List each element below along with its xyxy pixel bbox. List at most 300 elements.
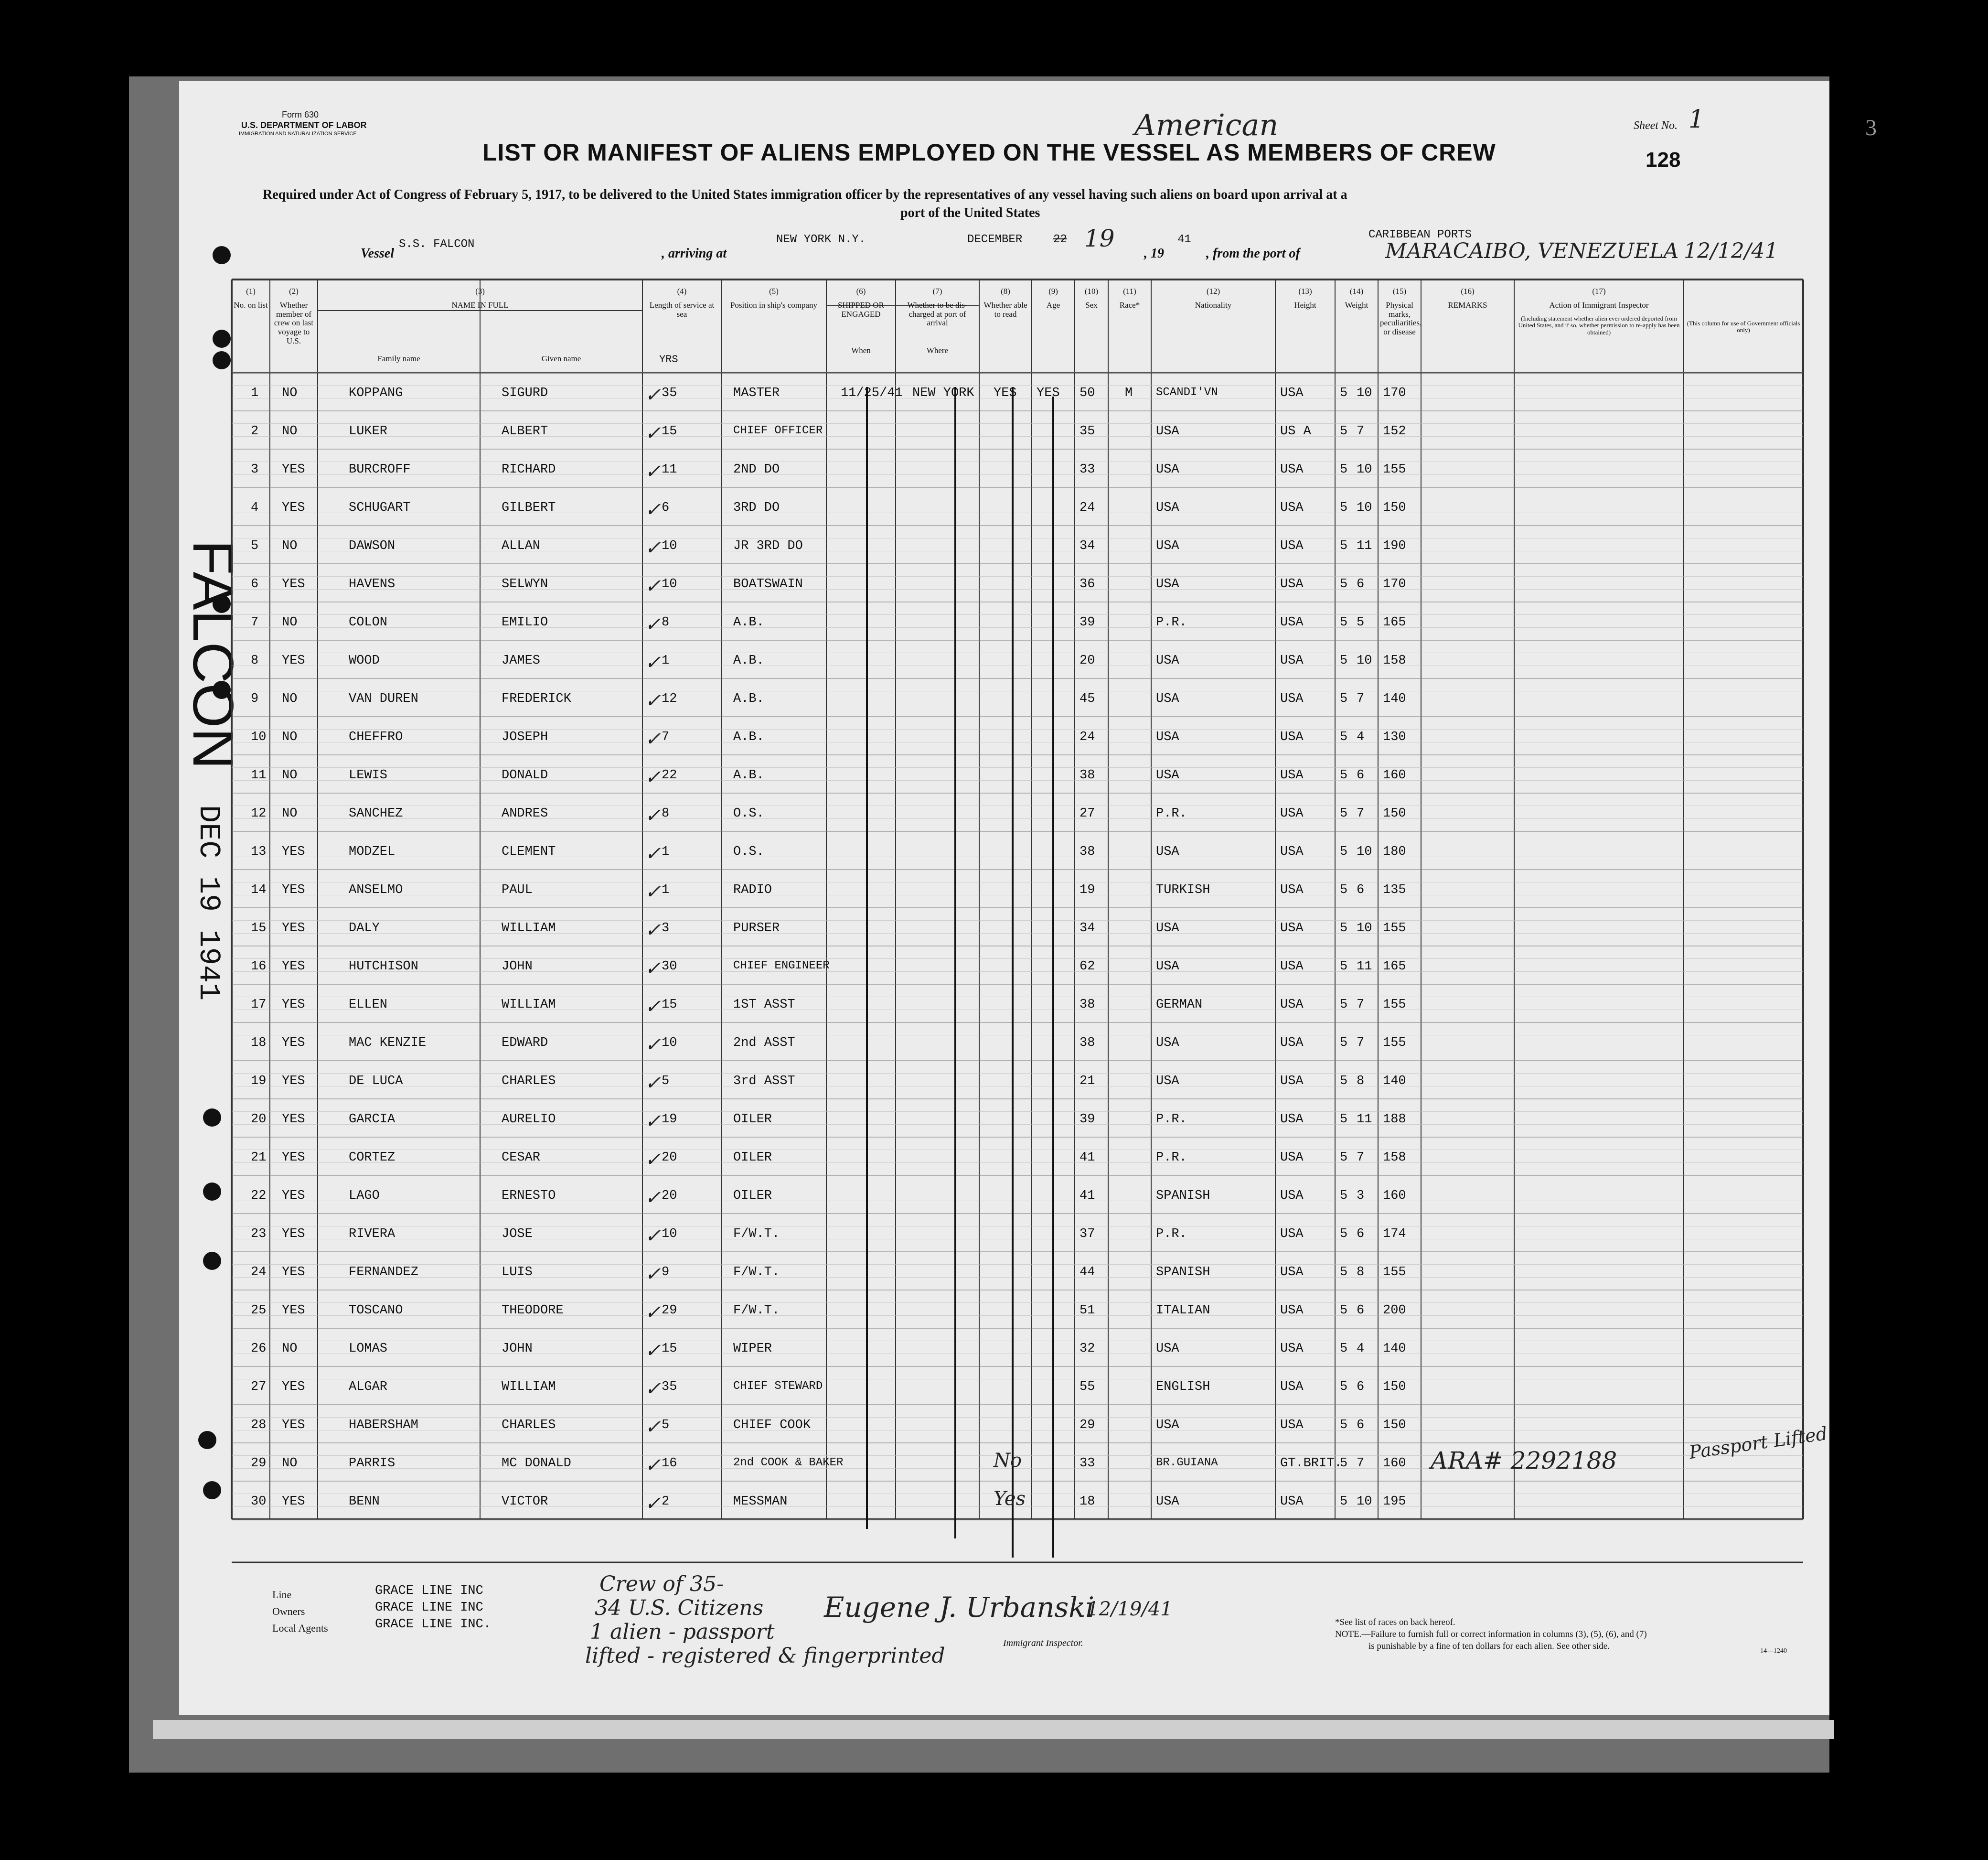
family-name-cell: HABERSHAM — [349, 1418, 418, 1432]
race-cell: USA — [1156, 921, 1179, 935]
weight-cell: 140 — [1383, 1342, 1406, 1356]
last-voyage-cell: YES — [282, 921, 305, 935]
height-inches-cell: 6 — [1357, 577, 1365, 591]
last-voyage-cell: NO — [282, 424, 298, 439]
service-years-cell: 2 — [662, 1494, 670, 1509]
nationality-cell: USA — [1280, 998, 1304, 1012]
height-inches-cell: 11 — [1357, 959, 1372, 974]
height-feet-cell: 5 — [1340, 806, 1348, 821]
last-voyage-cell: YES — [282, 501, 305, 515]
check-mark-icon: ✓ — [645, 881, 661, 903]
handwritten-date: 12/12/41 — [1684, 239, 1778, 263]
position-cell: F/W.T. — [733, 1303, 780, 1318]
height-feet-cell: 5 — [1340, 1380, 1348, 1394]
height-feet-cell: 5 — [1340, 921, 1348, 935]
owners-value: GRACE LINE INC — [375, 1601, 483, 1615]
owners-label: Owners — [272, 1605, 305, 1617]
age-cell: 45 — [1080, 692, 1095, 706]
weight-cell: 165 — [1383, 615, 1406, 630]
weight-cell: 160 — [1383, 768, 1406, 783]
nationality-cell: USA — [1280, 730, 1304, 744]
height-inches-cell: 4 — [1357, 730, 1365, 744]
row-number: 19 — [251, 1074, 267, 1088]
crew-note-1: Crew of 35- — [599, 1572, 724, 1596]
height-feet-cell: 5 — [1340, 1418, 1348, 1432]
discharge-cell: Yes — [994, 1488, 1026, 1510]
position-cell: A.B. — [733, 654, 764, 668]
position-cell: CHIEF OFFICER — [733, 424, 823, 437]
weight-cell: 195 — [1383, 1494, 1406, 1509]
family-name-cell: LEWIS — [349, 768, 388, 783]
race-cell: SCANDI'VN — [1156, 386, 1218, 399]
height-inches-cell: 7 — [1357, 424, 1365, 439]
family-name-cell: MAC KENZIE — [349, 1036, 427, 1050]
vessel-name: S.S. FALCON — [399, 238, 475, 251]
height-inches-cell: 4 — [1357, 1342, 1365, 1356]
row-number: 29 — [251, 1456, 267, 1471]
last-voyage-cell: NO — [282, 806, 298, 821]
agents-value: GRACE LINE INC. — [375, 1617, 492, 1632]
sex-cell: M — [1125, 386, 1133, 400]
position-cell: OILER — [733, 1189, 772, 1203]
position-cell: 1ST ASST — [733, 998, 795, 1012]
race-cell: USA — [1156, 692, 1179, 706]
height-inches-cell: 7 — [1357, 692, 1365, 706]
height-feet-cell: 5 — [1340, 768, 1348, 783]
sheet-label: Sheet No. — [1634, 119, 1678, 132]
position-cell: CHIEF ENGINEER — [733, 959, 830, 972]
race-cell: USA — [1156, 1074, 1179, 1088]
family-name-cell: HUTCHISON — [349, 959, 418, 974]
page-title: LIST OR MANIFEST OF ALIENS EMPLOYED ON THE VESSEL AS MEMBERS OF CREW — [482, 139, 1496, 166]
given-name-cell: JOHN — [502, 959, 533, 974]
service-years-cell: 1 — [662, 654, 670, 668]
where-subheader: Where — [926, 346, 949, 355]
inspector-label: Immigrant Inspector. — [1003, 1638, 1083, 1648]
given-name-subheader: Given name — [541, 354, 581, 363]
race-cell: USA — [1156, 539, 1179, 553]
last-voyage-cell: YES — [282, 1303, 305, 1318]
height-feet-cell: 5 — [1340, 1342, 1348, 1356]
height-inches-cell: 7 — [1357, 1150, 1365, 1165]
race-cell: USA — [1156, 1342, 1179, 1356]
weight-cell: 158 — [1383, 654, 1406, 668]
height-feet-cell: 5 — [1340, 1456, 1348, 1471]
age-cell: 41 — [1080, 1150, 1095, 1165]
column-header: SHIPPED OR ENGAGED — [838, 301, 884, 319]
last-voyage-cell: YES — [282, 1265, 305, 1279]
weight-cell: 165 — [1383, 959, 1406, 974]
family-name-cell: CHEFFRO — [349, 730, 403, 744]
family-name-cell: TOSCANO — [349, 1303, 403, 1318]
weight-cell: 150 — [1383, 501, 1406, 515]
family-name-cell: RIVERA — [349, 1227, 395, 1241]
age-cell: 55 — [1080, 1380, 1095, 1394]
race-cell: ENGLISH — [1156, 1380, 1210, 1394]
given-name-cell: EDWARD — [502, 1036, 548, 1050]
family-name-cell: LOMAS — [349, 1342, 388, 1356]
height-feet-cell: 5 — [1340, 1036, 1348, 1050]
position-cell: F/W.T. — [733, 1227, 780, 1241]
service-years-cell: 3 — [662, 921, 670, 935]
service-years-cell: 1 — [662, 883, 670, 897]
position-cell: RADIO — [733, 883, 772, 897]
race-cell: USA — [1156, 959, 1179, 974]
age-cell: 19 — [1080, 883, 1095, 897]
weight-cell: 174 — [1383, 1227, 1406, 1241]
height-inches-cell: 10 — [1357, 845, 1372, 859]
vessel-label: Vessel — [361, 246, 394, 261]
height-feet-cell: 5 — [1340, 730, 1348, 744]
weight-cell: 130 — [1383, 730, 1406, 744]
service: IMMIGRATION AND NATURALIZATION SERVICE — [239, 131, 357, 137]
weight-cell: 155 — [1383, 1265, 1406, 1279]
position-cell: 2ND DO — [733, 462, 780, 477]
column-number: (1) — [246, 287, 256, 296]
from-port: CARIBBEAN PORTS — [1368, 228, 1472, 241]
last-voyage-cell: YES — [282, 462, 305, 477]
inspector-signature: Eugene J. Urbanski — [824, 1591, 1095, 1623]
height-feet-cell: 5 — [1340, 577, 1348, 591]
nationality-cell: USA — [1280, 1494, 1304, 1509]
given-name-cell: ALLAN — [502, 539, 541, 553]
check-mark-icon: ✓ — [645, 766, 661, 788]
row-number: 5 — [251, 539, 259, 553]
race-cell: USA — [1156, 462, 1179, 477]
service-years-cell: 10 — [662, 577, 677, 591]
arrival-year: 41 — [1177, 233, 1191, 246]
last-voyage-cell: YES — [282, 845, 305, 859]
height-feet-cell: 5 — [1340, 883, 1348, 897]
weight-cell: 140 — [1383, 1074, 1406, 1088]
weight-cell: 155 — [1383, 921, 1406, 935]
family-name-cell: DE LUCA — [349, 1074, 403, 1088]
department: U.S. DEPARTMENT OF LABOR — [241, 120, 367, 130]
race-cell: USA — [1156, 1494, 1179, 1509]
when-subheader: When — [851, 346, 871, 355]
given-name-cell: JOSE — [502, 1227, 533, 1241]
height-feet-cell: 5 — [1340, 539, 1348, 553]
column-header: REMARKS — [1448, 301, 1487, 310]
family-name-cell: CORTEZ — [349, 1150, 395, 1165]
check-mark-icon: ✓ — [645, 537, 661, 559]
check-mark-icon: ✓ — [645, 1301, 661, 1323]
family-name-cell: VAN DUREN — [349, 692, 418, 706]
handwritten-nationality: American — [1134, 108, 1279, 142]
manifest-page — [179, 81, 1829, 1715]
given-name-cell: GILBERT — [502, 501, 556, 515]
nationality-cell: USA — [1280, 1112, 1304, 1127]
service-years-cell: 8 — [662, 615, 670, 630]
last-voyage-cell: YES — [282, 1150, 305, 1165]
service-years-cell: 11 — [662, 462, 677, 477]
given-name-cell: VICTOR — [502, 1494, 548, 1509]
check-mark-icon: ✓ — [645, 422, 661, 444]
nationality-cell: USA — [1280, 1303, 1304, 1318]
service-years-cell: 1 — [662, 845, 670, 859]
given-name-cell: WILLIAM — [502, 998, 556, 1012]
race-cell: USA — [1156, 768, 1179, 783]
column-header: Length of service at sea — [649, 301, 715, 319]
family-name-cell: SCHUGART — [349, 501, 411, 515]
position-cell: JR 3RD DO — [733, 539, 803, 553]
position-cell: 2nd COOK & BAKER — [733, 1456, 844, 1469]
last-voyage-cell: NO — [282, 1456, 298, 1471]
weight-cell: 140 — [1383, 692, 1406, 706]
nationality-cell: USA — [1280, 1227, 1304, 1241]
service-years-cell: 20 — [662, 1150, 677, 1165]
given-name-cell: ANDRES — [502, 806, 548, 821]
age-cell: 33 — [1080, 1456, 1095, 1471]
row-number: 16 — [251, 959, 267, 974]
weight-cell: 170 — [1383, 577, 1406, 591]
family-name-cell: HAVENS — [349, 577, 395, 591]
nationality-cell: USA — [1280, 883, 1304, 897]
row-number: 10 — [251, 730, 267, 744]
age-cell: 50 — [1080, 386, 1095, 400]
service-years-cell: 19 — [662, 1112, 677, 1127]
age-cell: 24 — [1080, 730, 1095, 744]
race-cell: ITALIAN — [1156, 1303, 1210, 1318]
given-name-cell: THEODORE — [502, 1303, 564, 1318]
service-years-cell: 16 — [662, 1456, 677, 1471]
height-feet-cell: 5 — [1340, 692, 1348, 706]
given-name-cell: PAUL — [502, 883, 533, 897]
height-inches-cell: 10 — [1357, 462, 1372, 477]
check-mark-icon: ✓ — [645, 1378, 661, 1400]
discharge-cell: YES — [994, 386, 1017, 400]
height-feet-cell: 5 — [1340, 1150, 1348, 1165]
race-cell: P.R. — [1156, 806, 1187, 821]
last-voyage-cell: YES — [282, 654, 305, 668]
check-mark-icon: ✓ — [645, 843, 661, 865]
given-name-cell: ALBERT — [502, 424, 548, 439]
service-years-cell: 22 — [662, 768, 677, 783]
nationality-cell: USA — [1280, 1380, 1304, 1394]
given-name-cell: LUIS — [502, 1265, 533, 1279]
height-inches-cell: 7 — [1357, 1036, 1365, 1050]
row-number: 26 — [251, 1342, 267, 1356]
height-inches-cell: 6 — [1357, 768, 1365, 783]
height-feet-cell: 5 — [1340, 424, 1348, 439]
last-voyage-cell: NO — [282, 692, 298, 706]
column-header: Nationality — [1195, 301, 1232, 310]
height-inches-cell: 11 — [1357, 539, 1372, 553]
row-number: 21 — [251, 1150, 267, 1165]
position-cell: F/W.T. — [733, 1265, 780, 1279]
row-number: 2 — [251, 424, 259, 439]
position-cell: MESSMAN — [733, 1494, 788, 1509]
age-cell: 39 — [1080, 615, 1095, 630]
last-voyage-cell: NO — [282, 386, 298, 400]
height-inches-cell: 5 — [1357, 615, 1365, 630]
nationality-cell: US A — [1280, 424, 1311, 439]
age-cell: 34 — [1080, 921, 1095, 935]
height-inches-cell: 7 — [1357, 998, 1365, 1012]
last-voyage-cell: YES — [282, 1036, 305, 1050]
age-cell: 32 — [1080, 1342, 1095, 1356]
height-feet-cell: 5 — [1340, 1265, 1348, 1279]
check-mark-icon: ✓ — [645, 690, 661, 712]
last-voyage-cell: NO — [282, 1342, 298, 1356]
family-name-cell: LAGO — [349, 1189, 380, 1203]
height-feet-cell: 5 — [1340, 386, 1348, 400]
nationality-cell: USA — [1280, 806, 1304, 821]
race-cell: USA — [1156, 424, 1179, 439]
column-header: Whether to be dis-charged at port of arrival — [907, 301, 968, 328]
service-years-cell: 6 — [662, 501, 670, 515]
family-name-cell: KOPPANG — [349, 386, 403, 400]
last-voyage-cell: NO — [282, 768, 298, 783]
shipped-where-cell: NEW YORK — [912, 386, 974, 400]
last-voyage-cell: YES — [282, 1380, 305, 1394]
height-feet-cell: 5 — [1340, 998, 1348, 1012]
service-years-cell: 29 — [662, 1303, 677, 1318]
nationality-cell: USA — [1280, 1074, 1304, 1088]
race-cell: P.R. — [1156, 615, 1187, 630]
nationality-cell: USA — [1280, 1036, 1304, 1050]
nationality-cell: USA — [1280, 768, 1304, 783]
age-cell: 29 — [1080, 1418, 1095, 1432]
row-number: 1 — [251, 386, 259, 400]
check-mark-icon: ✓ — [645, 1340, 661, 1362]
family-name-cell: ELLEN — [349, 998, 388, 1012]
position-cell: A.B. — [733, 730, 764, 744]
fine-note: NOTE.—Failure to furnish full or correct information in columns (3), (5), (6), and (7) — [1335, 1629, 1647, 1639]
age-cell: 41 — [1080, 1189, 1095, 1203]
given-name-cell: SIGURD — [502, 386, 548, 400]
check-mark-icon: ✓ — [645, 957, 661, 979]
family-name-cell: SANCHEZ — [349, 806, 403, 821]
race-cell: P.R. — [1156, 1150, 1187, 1165]
check-mark-icon: ✓ — [645, 805, 661, 827]
row-number: 9 — [251, 692, 259, 706]
check-mark-icon: ✓ — [645, 919, 661, 941]
service-years-cell: 5 — [662, 1074, 670, 1088]
check-mark-icon: ✓ — [645, 461, 661, 483]
weight-cell: 160 — [1383, 1456, 1406, 1471]
column-header: No. on list — [234, 301, 268, 310]
row-number: 25 — [251, 1303, 267, 1318]
row-number: 24 — [251, 1265, 267, 1279]
last-voyage-cell: YES — [282, 1189, 305, 1203]
row-number: 12 — [251, 806, 267, 821]
position-cell: PURSER — [733, 921, 780, 935]
last-voyage-cell: YES — [282, 1227, 305, 1241]
service-years-cell: 35 — [662, 386, 677, 400]
race-cell: BR.GUIANA — [1156, 1456, 1218, 1469]
crew-note-3: 1 alien - passport — [590, 1620, 775, 1644]
age-cell: 18 — [1080, 1494, 1095, 1509]
race-cell: P.R. — [1156, 1112, 1187, 1127]
weight-cell: 152 — [1383, 424, 1406, 439]
given-name-cell: EMILIO — [502, 615, 548, 630]
family-name-cell: BURCROFF — [349, 462, 411, 477]
form-number: Form 630 — [282, 110, 319, 119]
last-voyage-cell: NO — [282, 539, 298, 553]
family-name-cell: BENN — [349, 1494, 380, 1509]
row-number: 3 — [251, 462, 259, 477]
vessel-stamp: FALCON — [181, 540, 245, 770]
height-feet-cell: 5 — [1340, 1494, 1348, 1509]
service-years-cell: 30 — [662, 959, 677, 974]
given-name-cell: MC DONALD — [502, 1456, 571, 1471]
last-voyage-cell: YES — [282, 1074, 305, 1088]
position-cell: O.S. — [733, 806, 764, 821]
family-name-cell: WOOD — [349, 654, 380, 668]
race-cell: GERMAN — [1156, 998, 1203, 1012]
nationality-cell: USA — [1280, 615, 1304, 630]
service-years-cell: 20 — [662, 1189, 677, 1203]
age-cell: 38 — [1080, 998, 1095, 1012]
line-value: GRACE LINE INC — [375, 1584, 483, 1598]
height-inches-cell: 10 — [1357, 501, 1372, 515]
family-name-cell: FERNANDEZ — [349, 1265, 418, 1279]
family-name-cell: ANSELMO — [349, 883, 403, 897]
race-cell: USA — [1156, 1418, 1179, 1432]
height-inches-cell: 7 — [1357, 1456, 1365, 1471]
column-header: Position in ship's company — [730, 301, 818, 310]
row-number: 23 — [251, 1227, 267, 1241]
age-cell: 62 — [1080, 959, 1095, 974]
given-name-cell: CLEMENT — [502, 845, 556, 859]
position-cell: CHIEF STEWARD — [733, 1380, 823, 1393]
height-inches-cell: 10 — [1357, 921, 1372, 935]
row-number: 18 — [251, 1036, 267, 1050]
row-number: 27 — [251, 1380, 267, 1394]
check-mark-icon: ✓ — [645, 996, 661, 1018]
given-name-cell: JAMES — [502, 654, 541, 668]
from-label: , from the port of — [1206, 246, 1300, 261]
row-number: 17 — [251, 998, 267, 1012]
check-mark-icon: ✓ — [645, 499, 661, 521]
weight-cell: 180 — [1383, 845, 1406, 859]
height-feet-cell: 5 — [1340, 1303, 1348, 1318]
nationality-cell: USA — [1280, 577, 1304, 591]
column-number: (6) — [856, 287, 866, 296]
age-cell: 39 — [1080, 1112, 1095, 1127]
column-number: (15) — [1392, 287, 1407, 296]
given-name-cell: JOHN — [502, 1342, 533, 1356]
line-label: Line — [272, 1589, 292, 1601]
row-number: 8 — [251, 654, 259, 668]
position-cell: MASTER — [733, 386, 780, 400]
weight-cell: 155 — [1383, 998, 1406, 1012]
given-name-cell: SELWYN — [502, 577, 548, 591]
sheet-number: 1 — [1689, 105, 1705, 134]
nationality-cell: USA — [1280, 539, 1304, 553]
service-years-cell: 15 — [662, 998, 677, 1012]
column-number: (4) — [677, 287, 687, 296]
age-cell: 35 — [1080, 424, 1095, 439]
column-number: (17) — [1592, 287, 1606, 296]
row-number: 7 — [251, 615, 259, 630]
race-cell: USA — [1156, 730, 1179, 744]
given-name-cell: RICHARD — [502, 462, 556, 477]
agents-label: Local Agents — [272, 1622, 328, 1634]
height-inches-cell: 6 — [1357, 1303, 1365, 1318]
nationality-cell: USA — [1280, 501, 1304, 515]
position-cell: A.B. — [733, 692, 764, 706]
arrival-day-struck: 22 — [1053, 233, 1067, 246]
subtitle-cont: port of the United States — [900, 205, 1040, 220]
race-note: *See list of races on back hereof. — [1335, 1617, 1455, 1627]
discharge-cell: No — [994, 1450, 1022, 1472]
position-cell: OILER — [733, 1112, 772, 1127]
row-number: 11 — [251, 768, 267, 783]
position-cell: O.S. — [733, 845, 764, 859]
age-cell: 44 — [1080, 1265, 1095, 1279]
